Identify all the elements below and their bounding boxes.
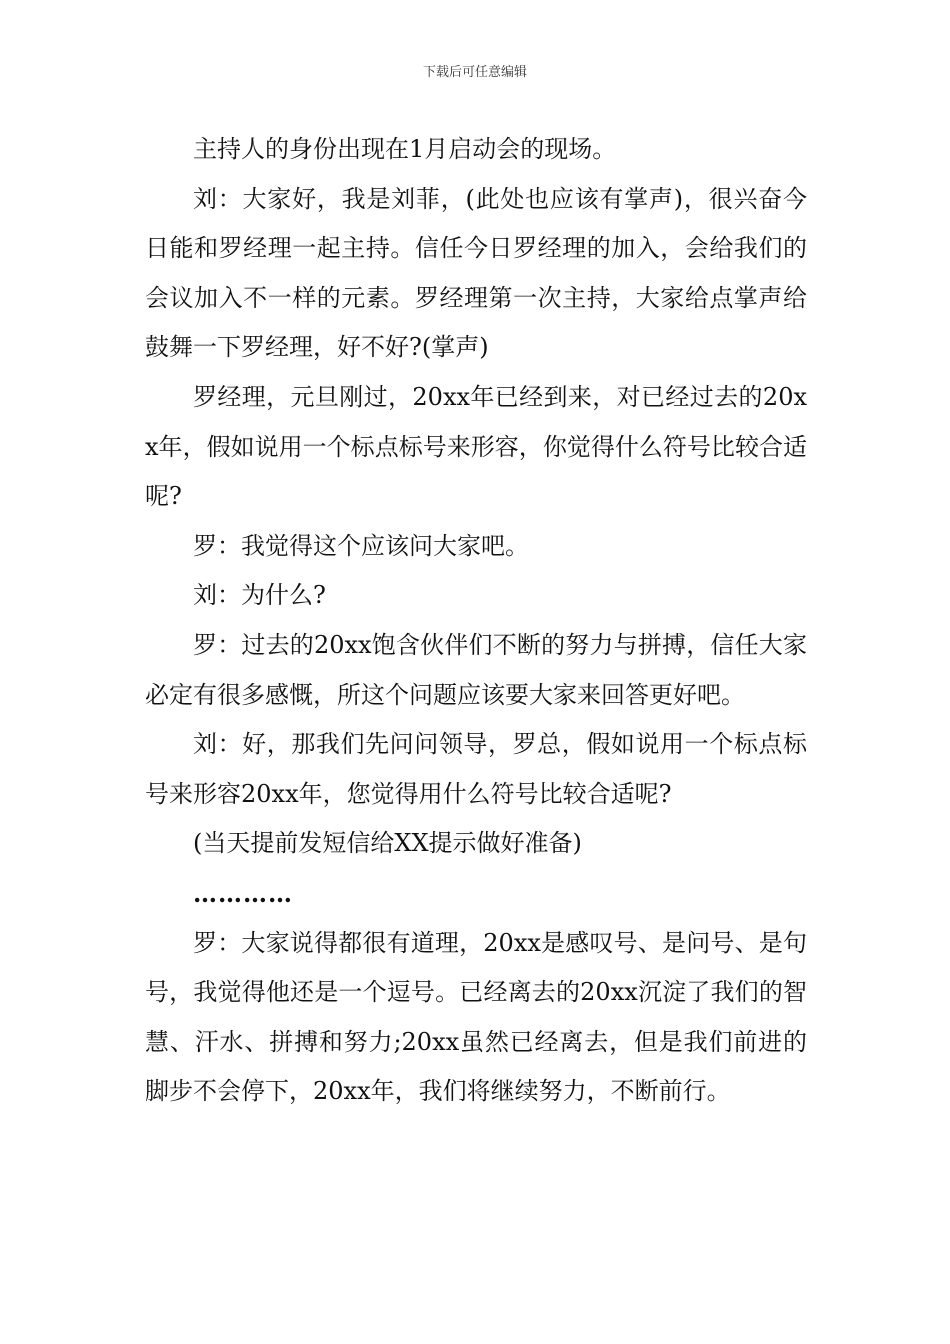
- paragraph-luo-explain: 罗：过去的20xx饱含伙伴们不断的努力与拼搏，信任大家必定有很多感慨，所这个问题应该要大家来回答更好吧。: [145, 630, 807, 709]
- paragraph-liu-ask-leader: 刘：好，那我们先问问领导，罗总，假如说用一个标点标号来形容20xx年，您觉得用什么符号比较合适呢?: [145, 730, 807, 808]
- paragraph-luo-closing: 罗：大家说得都很有道理，20xx是感叹号、是问号、是句号，我觉得他还是一个逗号。已经离去的20xx沉淀了我们的智慧、汗水、拼搏和努力;20xx虽然已经离去，但是我们前进的脚步不会停下，20xx年，我们将继续努力，不断前行。: [145, 928, 807, 1106]
- paragraph-ellipsis: …………: [193, 878, 293, 908]
- paragraph-liu-why: 刘：为什么?: [193, 581, 326, 610]
- paragraph-stage-note: (当天提前发短信给XX提示做好准备): [193, 829, 582, 858]
- document-body: [145, 125, 807, 1117]
- paragraph-liu-greeting: 刘：大家好，我是刘菲，(此处也应该有掌声)，很兴奋今日能和罗经理一起主持。信任今日罗经理的加入，会给我们的会议加入不一样的元素。罗经理第一次主持，大家给点掌声给鼓舞一下罗经理，好不好?(掌声): [145, 184, 807, 362]
- paragraph-host-intro: 主持人的身份出现在1月启动会的现场。: [193, 135, 617, 163]
- page-header: 下载后可任意编辑: [422, 65, 527, 80]
- paragraph-question-manager: 罗经理，元旦刚过，20xx年已经到来，对已经过去的20xx年，假如说用一个标点标号来形容，你觉得什么符号比较合适呢?: [145, 382, 807, 511]
- paragraph-luo-reply: 罗：我觉得这个应该问大家吧。: [193, 531, 529, 560]
